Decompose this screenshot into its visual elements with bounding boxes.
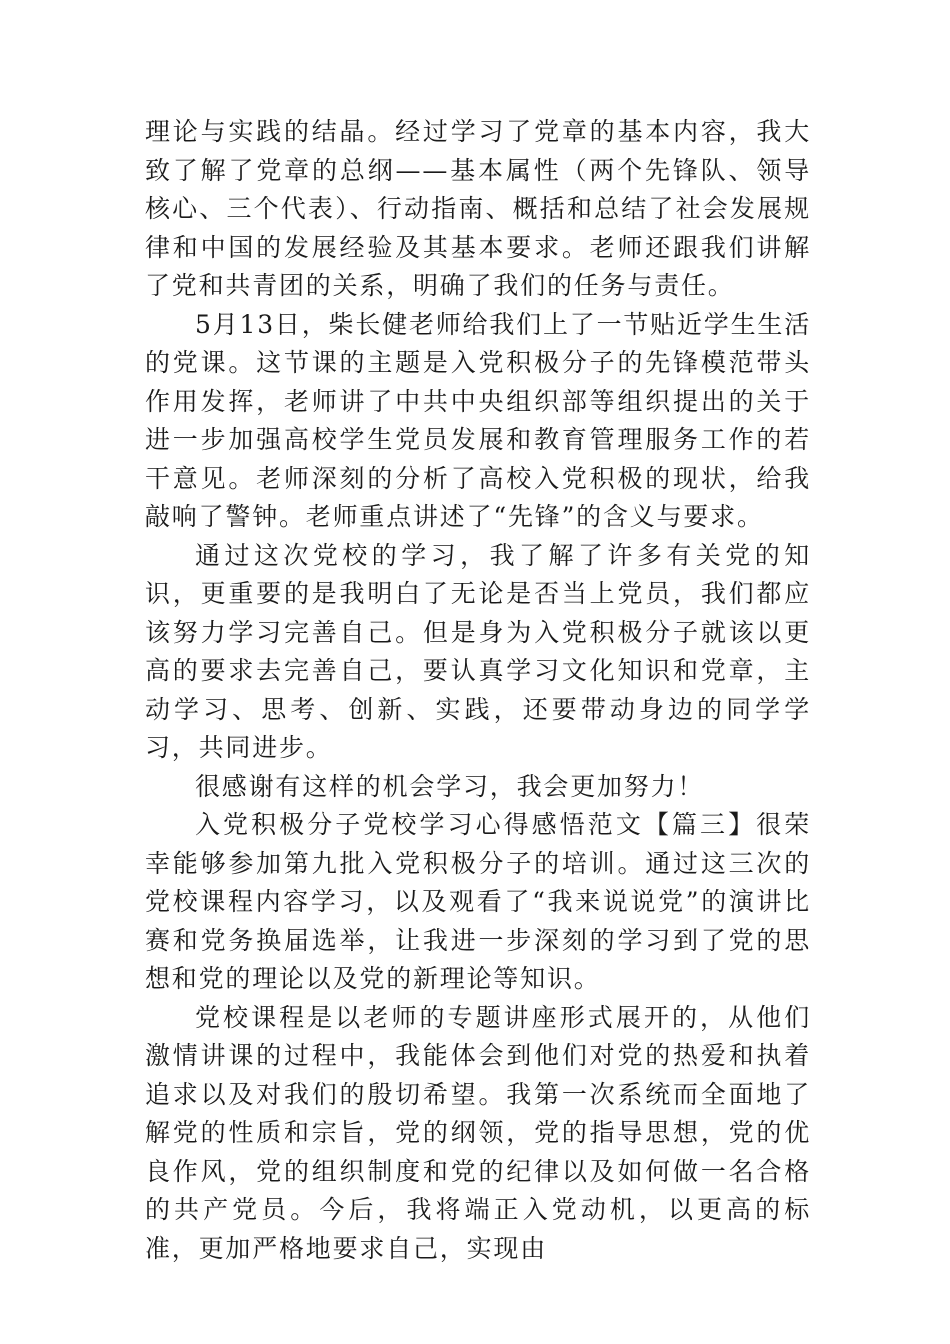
paragraph-may-13-lesson: 5月13日，柴长健老师给我们上了一节贴近学生生活的党课。这节课的主题是入党积极分子的先锋模范带头作用发挥，老师讲了中共中央组织部等组织提出的关于进一步加强高校学生党员发展和教育管理服务工作的若干意见。老师深刻的分析了高校入党积极的现状，给我敲响了警钟。老师重点讲述了“先锋”的含义与要求。 — [145, 309, 811, 531]
paragraph-study-reflection: 通过这次党校的学习，我了解了许多有关党的知识，更重要的是我明白了无论是否当上党员，我们都应该努力学习完善自己。但是身为入党积极分子就该以更高的要求去完善自己，要认真学习文化知识和党章，主动学习、思考、创新、实践，还要带动身边的同学学习，共同进步。 — [145, 540, 811, 762]
paragraph-thanks: 很感谢有这样的机会学习，我会更加努力！ — [195, 771, 705, 801]
paragraph-course-format: 党校课程是以老师的专题讲座形式展开的，从他们激情讲课的过程中，我能体会到他们对党的热爱和执着追求以及对我们的殷切希望。我第一次系统而全面地了解党的性质和宗旨，党的纲领，党的指导思想，党的优良作风，党的组织制度和党的纪律以及如何做一名合格的共产党员。今后，我将端正入党动机，以更高的标准，更加严格地要求自己，实现由 — [145, 1002, 811, 1263]
paragraph-continuation: 理论与实践的结晶。经过学习了党章的基本内容，我大致了解了党章的总纲——基本属性（两个先锋队、领导核心、三个代表）、行动指南、概括和总结了社会发展规律和中国的发展经验及其基本要求。老师还跟我们讲解了党和共青团的关系，明确了我们的任务与责任。 — [145, 117, 811, 300]
document-body — [145, 113, 811, 1268]
paragraph-essay-three-intro: 入党积极分子党校学习心得感悟范文【篇三】很荣幸能够参加第九批入党积极分子的培训。通过这三次的党校课程内容学习，以及观看了“我来说说党”的演讲比赛和党务换届选举，让我进一步深刻的学习到了党的思想和党的理论以及党的新理论等知识。 — [145, 810, 811, 993]
